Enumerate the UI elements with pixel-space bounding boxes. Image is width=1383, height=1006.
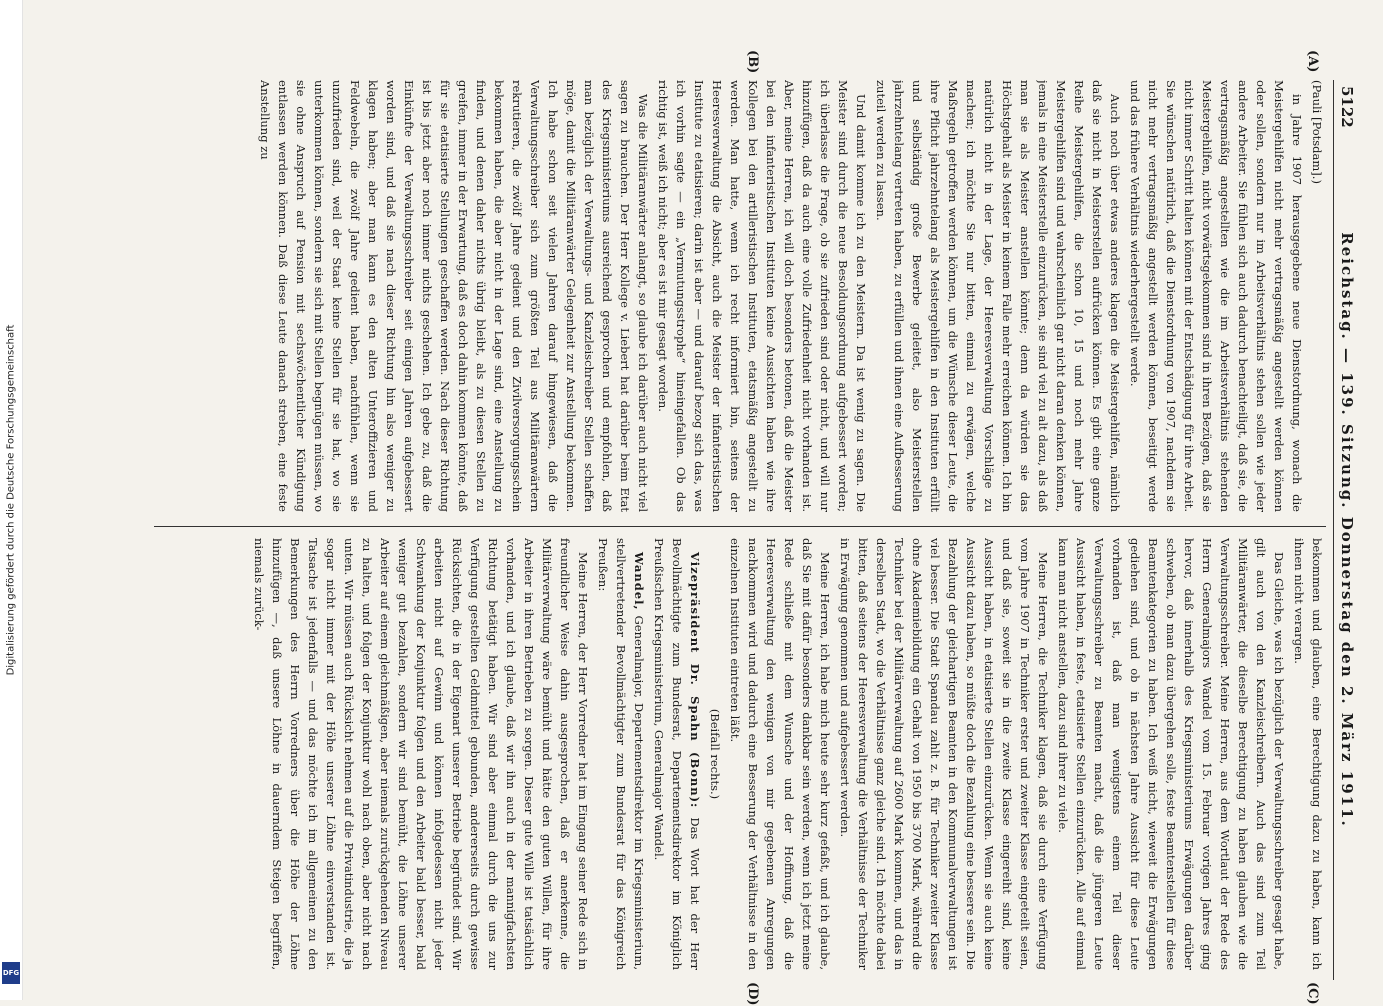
column-divider bbox=[154, 526, 1326, 527]
speaker-tag: (Pauli [Potsdam].) bbox=[1310, 80, 1324, 184]
digitization-sidebar bbox=[0, 0, 23, 1000]
left-paragraph: in Jahre 1907 herausgegebene neue Dienstordnung, wonach die Meistergehilfen nicht mehr vertragsmäßig angestellt werden können oder sollen, sondern nur im Arbeitsverhältnis stehen sollen wie jeder andere Arbeiter. Sie fühlen sich auch dadurch benachteiligt, daß sie, die vertragsmäßig angestellten wie die im Arbeitsverhältnis stehenden Meistergehilfen, nicht vorwärtsgekommen sind in ihren Bezügen, daß sie nicht immer Schritt halten können mit der Entschädigung für ihre Arbeit. Sie wünschen natürlich, daß die Dienstordnung von 1907, nachdem sie nicht mehr vertragsmäßig angestellt werden können, beseitigt werde und das frühere Verhältnis wiederhergestellt werde. bbox=[1128, 80, 1304, 512]
newspaper-page bbox=[140, 50, 1360, 1006]
left-paragraph: Auch noch über etwas anderes klagen die Meistergehilfen, nämlich daß sie nicht in Meisterstellen aufrücken können. Es gibt eine ganze Reihe Meistergehilfen, die schon 10, 15 und noch mehr Jahre Meistergehilfen sind und wahrscheinlich gar nicht daran denken können, jemals in eine Meisterstelle einzurücken, sie sind viel zu alt dazu, als daß man sie als Meister anstellen könnte; denn da würden sie das Höchstgehalt als Meister in keinem Falle mehr erreichen können. Ich bin natürlich nicht in der Lage, der Heeresverwaltung Vorschläge zu machen; ich möchte Sie nur bitten, einmal zu erwägen, welche Maßregeln getroffen werden können, um die Wünsche dieser Leute, die ihre Pflicht jahrzehntelang als Meistergehilfen in den Instituten erfüllt und selbständig große Bewerbe geleitet, also Meisterstellen jahrzehntelang vertreten haben, zu erfüllen und ihnen eine Aufbesserung zuteil werden zu lassen. bbox=[874, 80, 1122, 512]
left-column bbox=[154, 80, 1326, 512]
left-paragraph: Und damit komme ich zu den Meistern. Da ist wenig zu sagen. Die Meister sind durch die neue Besoldungsordnung aufgebessert worden; ich überlasse die Frage, ob sie zufrieden sind oder nicht, und will nur hinzufügen, daß da auch eine volle Zufriedenheit nicht vorhanden ist. Aber, meine Herren, ich will doch besonders betonen, daß die Meister bei den infanteristischen Instituten keine Aussichten haben wie ihre Kollegen bei den artilleristischen Instituten, etatsmäßig angestellt zu werden. Man hatte, wenn ich recht informiert bin, seitens der Heeresverwaltung die Absicht, auch die Meister der infanteristischen Institute zu etatisieren; darin ist aber — und darauf bezog sich das, was ich vorhin sagte — ein „Vermutungsstrophe“ hineingefallen. Ob das richtig ist, weiß ich nicht; aber es ist mir gesagt worden. bbox=[656, 80, 868, 512]
margin-letter-d: (D) bbox=[745, 982, 760, 1006]
president-remark bbox=[650, 538, 704, 970]
funding-note: Digitalisierung gefördert durch die Deutsche Forschungsgemeinschaft bbox=[5, 324, 17, 676]
second-speaker-intro bbox=[594, 538, 648, 970]
right-paragraph: bekommen und glauben, eine Berechtigung dazu zu haben, kann ich ihnen nicht verargen. bbox=[1292, 538, 1324, 970]
right-paragraph: Meine Herren, die Techniker klagen, daß sie durch eine Verfügung vom Jahre 1907 in Techniker erster und zweiter Klasse eingeteilt seien, und daß sie, soweit sie in die zweite Klasse eingereiht sind, keine Aussicht haben, in etatisierte Stellen einzurücken. Wenn sie auch keine Aussicht dazu haben, so müßte doch die Bezahlung eine bessere sein. Die Bezahlung der gleichartigen Beamten in den Kommunalverwaltungen ist viel besser. Die Stadt Spandau zahlt z. B. für Techniker zweiter Klasse ohne Akademiebildung ein Gehalt von 1950 bis 3700 Mark, während die Techniker bei der Militärverwaltung auf 2600 Mark kommen, und das in derselben Stadt, wo die Verhältnisse ganz gleiche sind. Ich möchte dabei bitten, daß seitens der Heeresverwaltung die Verhältnisse der Techniker in Erwägung genommen und aufgebessert werden. bbox=[838, 538, 1050, 970]
applause-note: (Beifall rechts.) bbox=[708, 708, 722, 800]
right-paragraph: Meine Herren, der Herr Vorredner hat im Eingang seiner Rede sich in freundlicher Weise dahin ausgesprochen, daß er anerkenne, die Militärverwaltung wäre bemüht und hätte den guten Willen, für ihre Arbeiter in ihren Betrieben zu sorgen. Dieser gute Wille ist tatsächlich vorhanden, und ich glaube, daß wir ihn auch in der mannigfachsten Richtung betätigt haben. Wir sind aber einmal durch die uns zur Verfügung gestellten Geldmittel gebunden, andererseits durch gewisse Rücksichten, die in der Eigenart unserer Betriebe begründet sind. Wir arbeiten nicht auf Gewinn und können infolgedessen nicht jeder Schwankung der Konjunktur folgen und den Arbeiter bald besser, bald weniger gut bezahlen, sondern wir sind bemüht, die Löhne unserer Arbeiter auf einem gleichmäßigen, aber niemals zurückgehenden Niveau zu halten, und folgen der Konjunktur wohl nach oben, aber nicht nach unten. Wir müssen auch Rücksicht nehmen auf die Privatindustrie, die ja sogar nicht immer mit der Höhe unserer Löhne einverstanden ist. Tatsache ist jedenfalls — und das möchte ich im allgemeinen zu den Bemerkungen des Herrn Vorredners über die Höhe der Löhne hinzufügen —, daß unsere Löhne in dauerndem Steigen begriffen, niemals zurück- bbox=[252, 538, 590, 970]
margin-letter-b: (B) bbox=[745, 50, 760, 74]
page-number: 5122 bbox=[1338, 86, 1356, 128]
right-paragraph: Das Gleiche, was ich bezüglich der Verwaltungsschreiber gesagt habe, gilt auch von den Kanzleischreibern. Auch das sind zum Teil Militäranwärter, die dieselbe Berechtigung zu haben glauben wie die Verwaltungsschreiber. Meine Herren, aus dem Wortlaut der Rede des Herrn Generalmajors Wandel vom 15. Februar vorigen Jahres ging hervor, daß innerhalb des Kriegsministeriums Erwägungen darüber schweben, ob man dazu übergehen solle, feste Beamtenstellen für diese Beamtenkategorien zu haben. Ich weiß nicht, wieweit die Erwägungen gediehen sind, und ob in nächsten Jahre Aussicht für diese Leute vorhanden ist, daß man wenigstens einem Teil dieser Verwaltungsschreiber zu Beamten macht, daß die jüngeren Leute Aussicht haben, in feste, etatisierte Stellen einzurücken. Alle auf einmal kann man nicht anstellen, dazu sind ihrer zu viele. bbox=[1056, 538, 1286, 970]
margin-letter-c: (C) bbox=[1305, 982, 1320, 1005]
president-text: Das Wort hat der Herr Bevollmächtigte zum Bundesrat, Departementsdirektor im Königlich Preußischen Kriegsministerium, Generalmajor Wandel. bbox=[652, 538, 702, 970]
left-paragraph: Was die Militäranwärter anlangt, so glaube ich darüber auch nicht viel sagen zu brauchen. Der Herr Kollege v. Liebert hat darüber beim Etat des Kriegsministeriums ausreichend gesprochen und empfohlen, daß man bezüglich der Verwaltungs- und Kanzleischreiber Stellen schaffen möge, damit die Militäranwärter Gelegenheit zur Anstellung bekommen. Ich habe schon seit vielen Jahren darauf hingewiesen, daß die Verwaltungsschreiber sich zum größten Teil aus Militäranwärtern rekrutieren, die zwölf Jahre gedient und den Zivilversorgungsschein bekommen haben, die aber nicht in der Lage sind, eine Anstellung zu finden, und denen daher nichts übrig bleibt, als zu diesen Stellen zu greifen, immer in der Erwartung, daß es doch dahin kommen könnte, daß für sie etatisierte Stellungen geschaffen werden. Nach dieser Richtung ist bis jetzt aber noch immer nichts geschehen. Ich gebe zu, daß die Einkünfte der Verwaltungsschreiber seit einigen Jahren aufgebessert worden sind, und daß sie nach dieser Richtung hin also weniger zu klagen haben; aber man kann es den alten Unteroffizieren und Feldwebeln, die zwölf Jahre gedient haben, nachfühlen, wenn sie unzufrieden sind, weil der Staat keine Stellen für sie hat, wo sie unterkommen können, sondern sie sich mit Stellen begnügen müssen, wo sie ohne Anspruch auf Pension mit sechswöchentlicher Kündigung entlassen werden können. Daß diese Leute danach streben, eine feste Anstellung zu bbox=[258, 80, 650, 512]
running-head: Reichstag. — 139. Sitzung. Donnerstag den 2. März 1911. bbox=[1338, 232, 1356, 828]
right-paragraph: Meine Herren, ich habe mich heute sehr kurz gefaßt, und ich glaube, daß Sie mit dafür besonders dankbar sein werden, wenn ich jetzt meine Rede schließe mit dem Wunsche und der Hoffnung, daß die Heeresverwaltung den wenigen von mir gegebenen Anregungen nachkommen wird und dadurch eine Besserung der Verhältnisse in den einzelnen Instituten eintreten läßt. bbox=[728, 538, 832, 970]
dfg-logo-icon: DFG bbox=[2, 962, 20, 984]
page-header bbox=[1333, 80, 1360, 980]
second-speaker: Wandel, bbox=[632, 552, 646, 611]
second-speaker-title: Generalmajor, Departementsdirektor im Kriegsministerium, stellvertretender Bevollmächtigter zum Bundesrat für das Königreich Preußen: bbox=[596, 538, 646, 970]
president-speaker: Vizepräsident Dr. Spahn (Bonn): bbox=[688, 552, 702, 809]
right-column bbox=[154, 538, 1326, 970]
margin-letter-a: (A) bbox=[1305, 50, 1320, 73]
